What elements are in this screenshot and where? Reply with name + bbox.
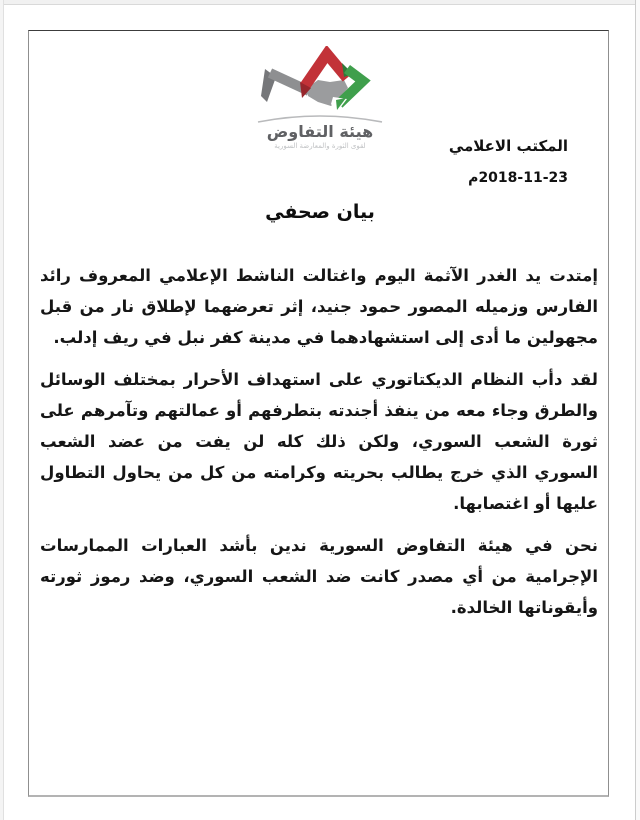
body-paragraph: إمتدت يد الغدر الآثمة اليوم واغتالت الناشط الإعلامي المعروف رائد الفارس وزميله المصور حمود جنيد، إثر تعرضهما لإطلاق نار من قبل مجهولين ما أدى إلى استشهادهما في مدينة كفر نبل في ريف إدلب. xyxy=(40,266,598,347)
logo-title: هيئة التفاوض xyxy=(266,122,374,141)
date-label: 2018-11-23م xyxy=(468,170,568,186)
organization-logo xyxy=(0,46,640,151)
media-office-label: المكتب الاعلامي xyxy=(448,137,568,155)
letterhead-header xyxy=(449,137,568,187)
body-paragraph: لقد دأب النظام الديكتاتوري على استهداف الأحرار بمختلف الوسائل والطرق وجاء معه من ينفذ أجندته بتطرفهم أو عمالتهم وتآمرهم على ثورة الشعب السوري، ولكن ذلك كله لن يفت من عضد الشعب السوري الذي خرج يطالب بحريته وكرامته من كل من يحاول التطاول عليها أو اغتصابها. xyxy=(40,370,598,513)
logo-subtitle: لقوى الثورة والمعارضة السورية xyxy=(274,142,366,150)
press-release-body xyxy=(40,260,598,634)
body-paragraph: نحن في هيئة التفاوض السورية ندين بأشد العبارات الممارسات الإجرامية من أي مصدر كانت ضد الشعب السوري، وضد رموز ثورته وأيقوناتها الخالدة. xyxy=(40,536,598,617)
press-release-title: بيان صحفي xyxy=(265,201,375,223)
scan-edge-top xyxy=(0,0,640,5)
ribbon-logo-icon xyxy=(257,46,383,126)
